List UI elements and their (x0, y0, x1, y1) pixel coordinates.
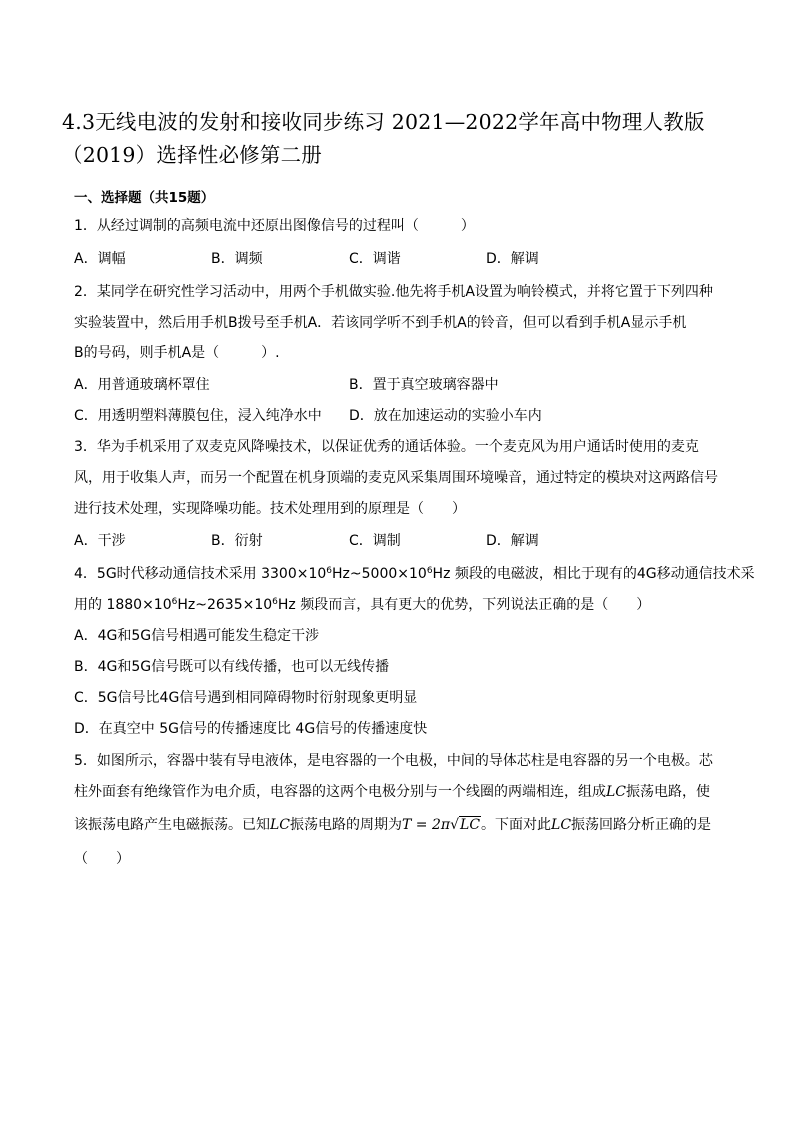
q4-text-2b: Hz~2635×10 (177, 597, 273, 613)
q3-stem-line-3: 进行技术处理，实现降噪功能。技术处理用到的原理是（ ） (74, 501, 466, 517)
q2-option-d: D．放在加速运动的实验小车内 (349, 408, 542, 424)
q4-text-2a: 用的 1880×10 (74, 597, 172, 613)
q4-exponent-2: 6 (426, 566, 433, 576)
q4-stem-line-1 (74, 563, 755, 583)
q4-text-1a: 4．5G时代移动通信技术采用 3300×10 (74, 566, 327, 582)
q3-stem-line-1: 3．华为手机采用了双麦克风降噪技术，以保证优秀的通话体验。一个麦克风为用户通话时使用的麦克 (74, 439, 699, 455)
q5-text-2b: 振荡电路，使 (626, 784, 711, 800)
q1-stem: 1．从经过调制的高频电流中还原出图像信号的过程叫（ ） (74, 218, 475, 234)
q4-text-2c: Hz 频段而言，具有更大的优势，下列说法正确的是（ ） (277, 597, 651, 613)
q3-stem-line-2: 风，用于收集人声，而另一个配置在机身顶端的麦克风采集周围环境噪音，通过特定的模块对这两路信号 (74, 470, 718, 486)
q5-text-3a: 该振荡电路产生电磁振荡。已知 (74, 817, 270, 833)
q1-option-a: A．调幅 (74, 251, 126, 267)
q5-formula-radicand: LC (460, 817, 481, 833)
q1-option-d: D．解调 (486, 251, 539, 267)
q4-exponent-3: 6 (171, 597, 178, 607)
q2-option-a: A．用普通玻璃杯罩住 (74, 377, 210, 393)
q2-stem-line-2: 实验装置中，然后用手机B拨号至手机A．若该同学听不到手机A的铃音，但可以看到手机A显示手机 (74, 315, 687, 331)
q5-formula-lhs: T = 2π (402, 817, 451, 833)
q3-option-b: B．衍射 (211, 533, 263, 549)
q1-option-c: C．调谐 (349, 251, 401, 267)
q5-text-3b: 振荡电路的周期为 (290, 817, 403, 833)
q4-exponent-4: 6 (272, 597, 278, 607)
q3-option-a: A．干涉 (74, 533, 126, 549)
q4-option-b: B．4G和5G信号既可以有线传播，也可以无线传播 (74, 659, 390, 675)
q1-option-b: B．调频 (211, 251, 263, 267)
q4-option-d: D．在真空中 5G信号的传播速度比 4G信号的传播速度快 (74, 721, 428, 737)
q5-lc-symbol-3: LC (551, 817, 572, 833)
q5-period-formula (402, 816, 481, 833)
q4-option-a: A．4G和5G信号相遇可能发生稳定干涉 (74, 628, 320, 644)
q4-text-1b: Hz~5000×10 (332, 566, 427, 582)
q5-stem-line-4: （ ） (74, 851, 130, 867)
document-title (62, 106, 742, 172)
q4-exponent-1: 6 (326, 566, 333, 576)
q5-stem-line-2 (74, 781, 710, 801)
q2-stem-line-3: B的号码，则手机A是（ ）. (74, 345, 280, 361)
sqrt-icon: √ (450, 817, 460, 833)
q4-option-c: C．5G信号比4G信号遇到相同障碍物时衍射现象更明显 (74, 690, 418, 706)
title-line-1: 4.3无线电波的发射和接收同步练习 2021—2022学年高中物理人教版 (62, 110, 705, 134)
q4-text-1c: Hz 频段的电磁波，相比于现有的4G移动通信技术采 (432, 566, 755, 582)
q2-stem-line-1: 2．某同学在研究性学习活动中，用两个手机做实验.他先将手机A设置为响铃模式，并将它置于下列四种 (74, 284, 713, 300)
q2-option-b: B．置于真空玻璃容器中 (349, 377, 499, 393)
q5-text-3c: 。下面对此 (481, 817, 552, 833)
q2-option-c: C．用透明塑料薄膜包住，浸入纯净水中 (74, 408, 322, 424)
title-line-2: （2019）选择性必修第二册 (62, 143, 322, 167)
q5-lc-symbol-1: LC (606, 784, 627, 800)
section-heading: 一、选择题（共15题） (74, 190, 215, 206)
q5-text-2a: 柱外面套有绝缘管作为电介质，电容器的这两个电极分别与一个线圈的两端相连，组成 (74, 784, 606, 800)
q3-option-d: D．解调 (486, 533, 539, 549)
q4-stem-line-2 (74, 594, 650, 614)
q5-stem-line-1: 5．如图所示，容器中装有导电液体，是电容器的一个电极，中间的导体芯柱是电容器的另一个电极。芯 (74, 753, 713, 769)
q5-lc-symbol-2: LC (270, 817, 291, 833)
q5-stem-line-3 (74, 814, 711, 834)
q3-option-c: C．调制 (349, 533, 401, 549)
q5-text-3d: 振荡回路分析正确的是 (571, 817, 712, 833)
